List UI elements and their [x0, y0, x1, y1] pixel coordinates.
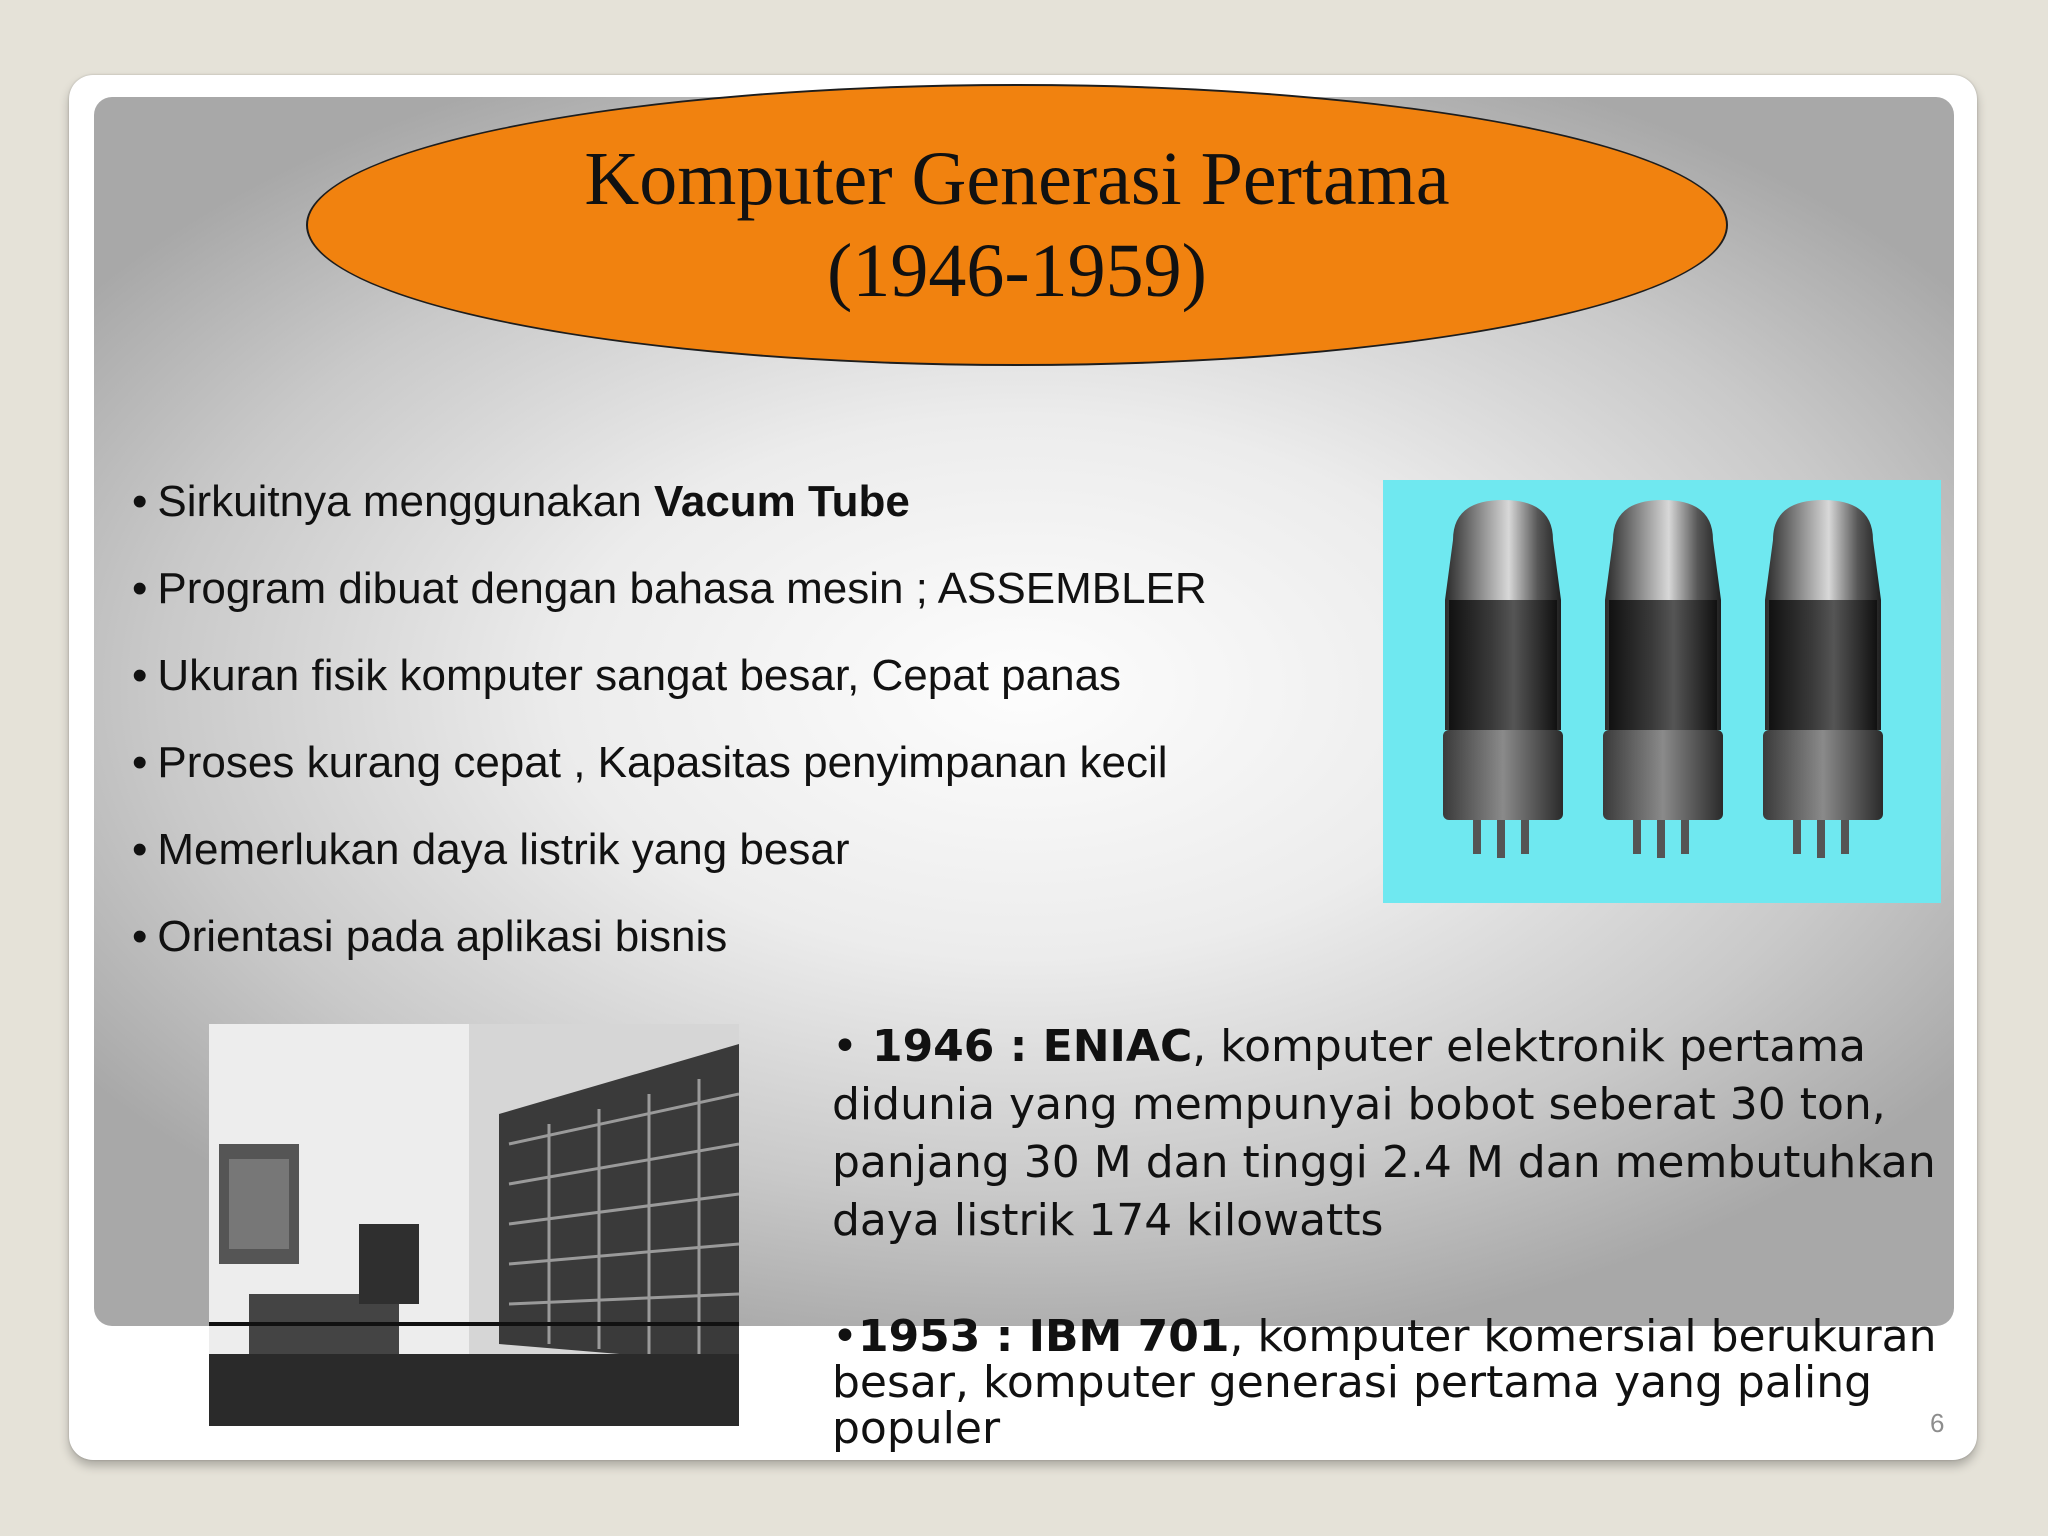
bullet-item: • Proses kurang cepat , Kapasitas penyimpanan kecil — [132, 731, 1372, 818]
page-number: 6 — [1930, 1408, 1945, 1438]
vacuum-tubes-photo — [1383, 480, 1941, 903]
title-oval — [306, 84, 1728, 366]
eniac-computer-photo — [209, 1024, 739, 1426]
title-line-1: Komputer Generasi Pertama — [584, 137, 1450, 221]
title-line-2: (1946-1959) — [827, 229, 1207, 313]
bullet-item: • Sirkuitnya menggunakan Vacum Tube — [132, 470, 1372, 557]
bullet-item: • Program dibuat dengan bahasa mesin ; ASSEMBLER — [132, 557, 1372, 644]
bullet-item: • Ukuran fisik komputer sangat besar, Cepat panas — [132, 644, 1372, 731]
bullet-item: • Memerlukan daya listrik yang besar — [132, 818, 1372, 905]
eniac-heading: 1946 : ENIAC — [871, 1021, 1193, 1072]
bullet-item: • Orientasi pada aplikasi bisnis — [132, 905, 1372, 992]
eniac-description: • 1946 : ENIAC, komputer elektronik pertama didunia yang mempunyai bobot seberat 30 ton, panjang 30 M dan tinggi 2.4 M dan membutuhkan daya listrik 174 kilowatts — [832, 1021, 1936, 1246]
feature-bullet-list — [132, 470, 1372, 992]
ibm-description: •1953 : IBM 701, komputer komersial berukuran besar, komputer generasi pertama yang paling populer — [832, 1311, 1937, 1454]
ibm-heading: 1953 : IBM 701 — [857, 1311, 1230, 1362]
tube-1 — [1443, 500, 1563, 858]
tube-3 — [1763, 500, 1883, 858]
tube-2 — [1603, 500, 1723, 858]
